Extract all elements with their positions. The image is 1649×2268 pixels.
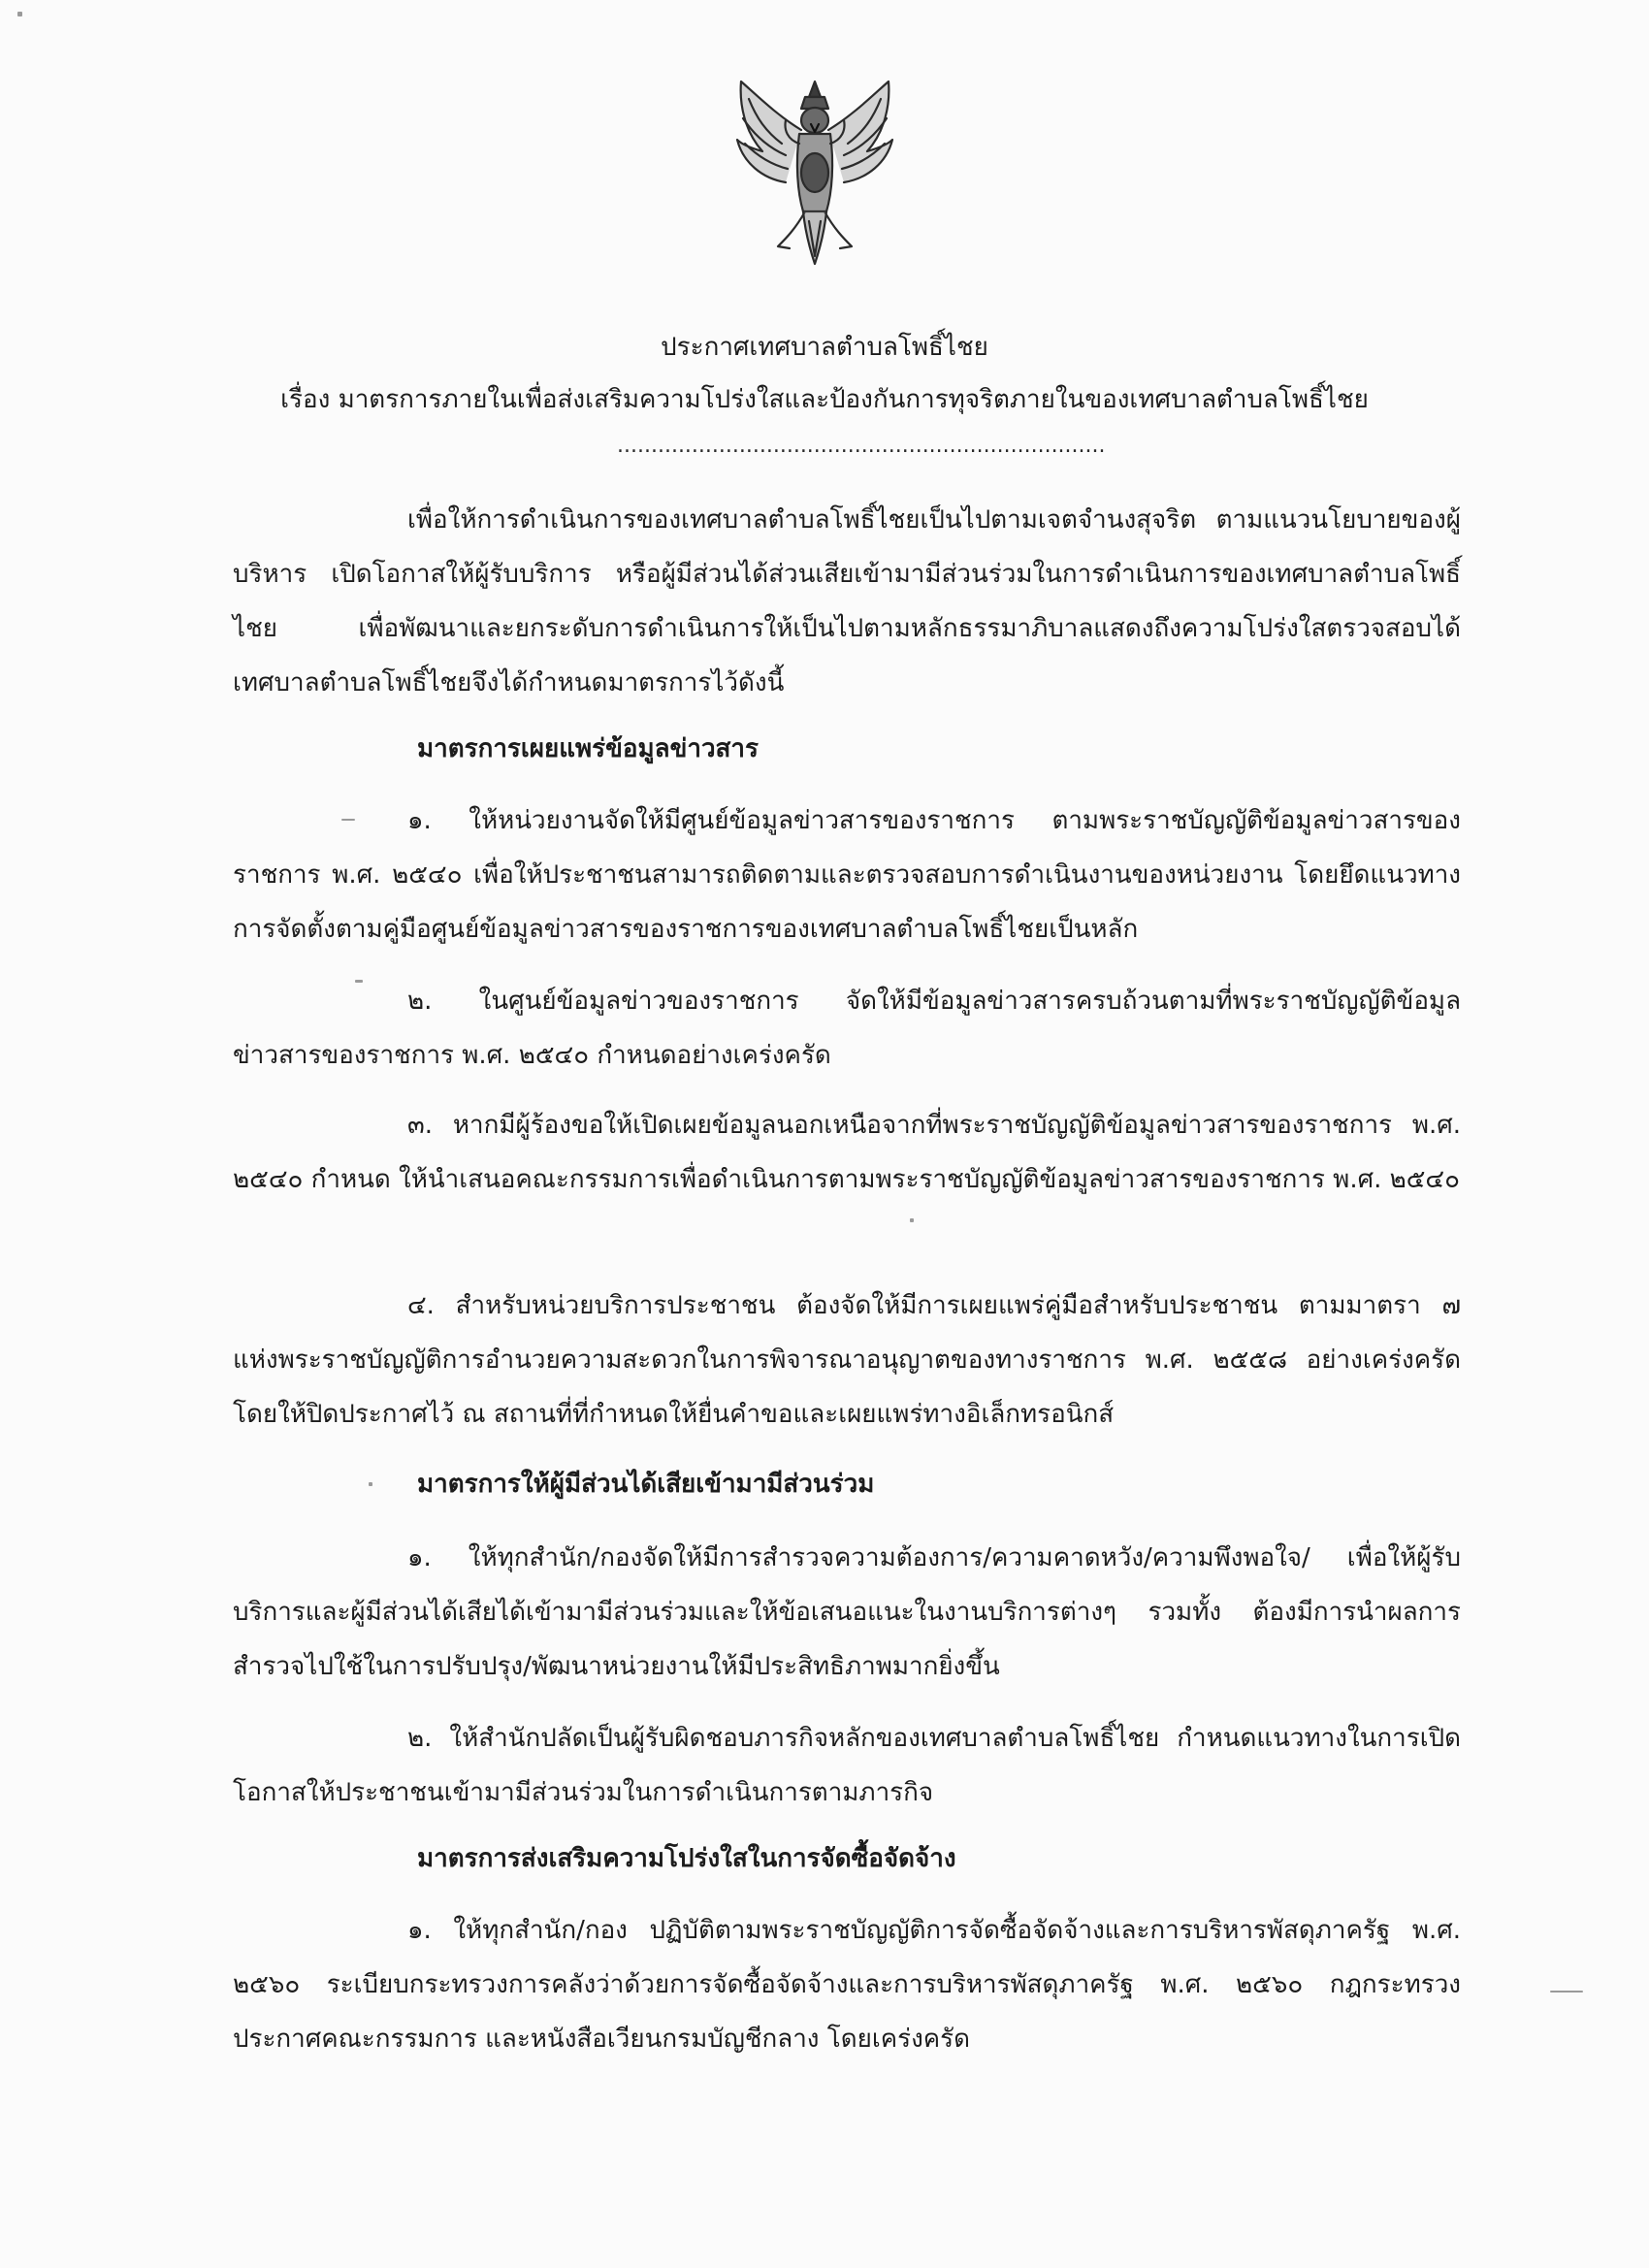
- scan-speck: [341, 819, 355, 821]
- intro-paragraph: เพื่อให้การดำเนินการของเทศบาลตำบลโพธิ์ไชยเป็นไปตามเจตจำนงสุจริต ตามแนวนโยบายของผู้บริหาร เปิดโอกาสให้ผู้รับบริการ หรือผู้มีส่วนได้ส่วนเสียเข้ามามีส่วนร่วมในการดำเนินการของเทศบาลตำบลโพธิ์ไชย เพื่อพัฒนาและยกระดับการดำเนินการให้เป็นไปตามหลักธรรมาภิบาลแสดงถึงความโปร่งใสตรวจสอบได้ เทศบาลตำบลโพธิ์ไชยจึงได้กำหนดมาตรการไว้ดังนี้: [233, 505, 1461, 697]
- participation-item-2: ๒. ให้สำนักปลัดเป็นผู้รับผิดชอบภารกิจหลักของเทศบาลตำบลโพธิ์ไชย กำหนดแนวทางในการเปิดโอกาสให้ประชาชนเข้ามามีส่วนร่วมในการดำเนินการตามภารกิจ: [233, 1724, 1461, 1807]
- announcement-subject: เรื่อง มาตรการภายในเพื่อส่งเสริมความโปร่งใสและป้องกันการทุจริตภายในของเทศบาลตำบลโพธิ์ไชย: [280, 385, 1369, 414]
- section-heading-stakeholder-participation: มาตรการให้ผู้มีส่วนได้เสียเข้ามามีส่วนร่วม: [417, 1470, 875, 1499]
- participation-item-1: ๑. ให้ทุกสำนัก/กองจัดให้มีการสำรวจความต้องการ/ความคาดหวัง/ความพึงพอใจ/ เพื่อให้ผู้รับบริการและผู้มีส่วนได้เสียได้เข้ามามีส่วนร่วมและให้ข้อเสนอแนะในงานบริการต่างๆ รวมทั้ง ต้องมีการนำผลการสำรวจไปใช้ในการปรับปรุง/พัฒนาหน่วยงานให้มีประสิทธิภาพมากยิ่งขึ้น: [233, 1543, 1461, 1681]
- scan-speck: [1550, 1991, 1583, 1993]
- scan-speck: [369, 1482, 372, 1486]
- section-heading-info-disclosure: มาตรการเผยแพร่ข้อมูลข่าวสาร: [417, 734, 759, 763]
- scan-speck: [910, 1218, 914, 1222]
- scan-speck: [355, 980, 363, 983]
- dotted-divider: ........................................................................: [617, 434, 1106, 458]
- disclosure-item-3: ๓. หากมีผู้ร้องขอให้เปิดเผยข้อมูลนอกเหนือจากที่พระราชบัญญัติข้อมูลข่าวสารของราชการ พ.ศ. ๒๕๔๐ กำหนด ให้นำเสนอคณะกรรมการเพื่อดำเนินการตามพระราชบัญญัติข้อมูลข่าวสารของราชการ พ.ศ. ๒๕๔๐: [233, 1111, 1461, 1194]
- disclosure-item-2: ๒. ในศูนย์ข้อมูลข่าวของราชการ จัดให้มีข้อมูลข่าวสารครบถ้วนตามที่พระราชบัญญัติข้อมูลข่าวสารของราชการ พ.ศ. ๒๕๔๐ กำหนดอย่างเคร่งครัด: [233, 987, 1461, 1070]
- scan-speck: [17, 12, 22, 16]
- disclosure-item-4: ๔. สำหรับหน่วยบริการประชาชน ต้องจัดให้มีการเผยแพร่คู่มือสำหรับประชาชน ตามมาตรา ๗ แห่งพระราชบัญญัติการอำนวยความสะดวกในการพิจารณาอนุญาตของทางราชการ พ.ศ. ๒๕๕๘ อย่างเคร่งครัด โดยให้ปิดประกาศไว้ ณ สถานที่ที่กำหนดให้ยื่นคำขอและเผยแพร่ทางอิเล็กทรอนิกส์: [233, 1291, 1461, 1429]
- announcement-title: ประกาศเทศบาลตำบลโพธิ์ไชย: [661, 333, 988, 362]
- procurement-item-1: ๑. ให้ทุกสำนัก/กอง ปฏิบัติตามพระราชบัญญัติการจัดซื้อจัดจ้างและการบริหารพัสดุภาครัฐ พ.ศ. ๒๕๖๐ ระเบียบกระทรวงการคลังว่าด้วยการจัดซื้อจัดจ้างและการบริหารพัสดุภาครัฐ พ.ศ. ๒๕๖๐ กฎกระทรวง ประกาศคณะกรรมการ และหนังสือเวียนกรมบัญชีกลาง โดยเคร่งครัด: [233, 1916, 1461, 2054]
- disclosure-item-1: ๑. ให้หน่วยงานจัดให้มีศูนย์ข้อมูลข่าวสารของราชการ ตามพระราชบัญญัติข้อมูลข่าวสารของราชการ พ.ศ. ๒๕๔๐ เพื่อให้ประชาชนสามารถติดตามและตรวจสอบการดำเนินงานของหน่วยงาน โดยยึดแนวทางการจัดตั้งตามคู่มือศูนย์ข้อมูลข่าวสารของราชการของเทศบาลตำบลโพธิ์ไชยเป็นหลัก: [233, 806, 1461, 944]
- garuda-emblem-icon: [728, 76, 902, 270]
- section-heading-procurement-transparency: มาตรการส่งเสริมความโปร่งใสในการจัดซื้อจัดจ้าง: [417, 1844, 956, 1873]
